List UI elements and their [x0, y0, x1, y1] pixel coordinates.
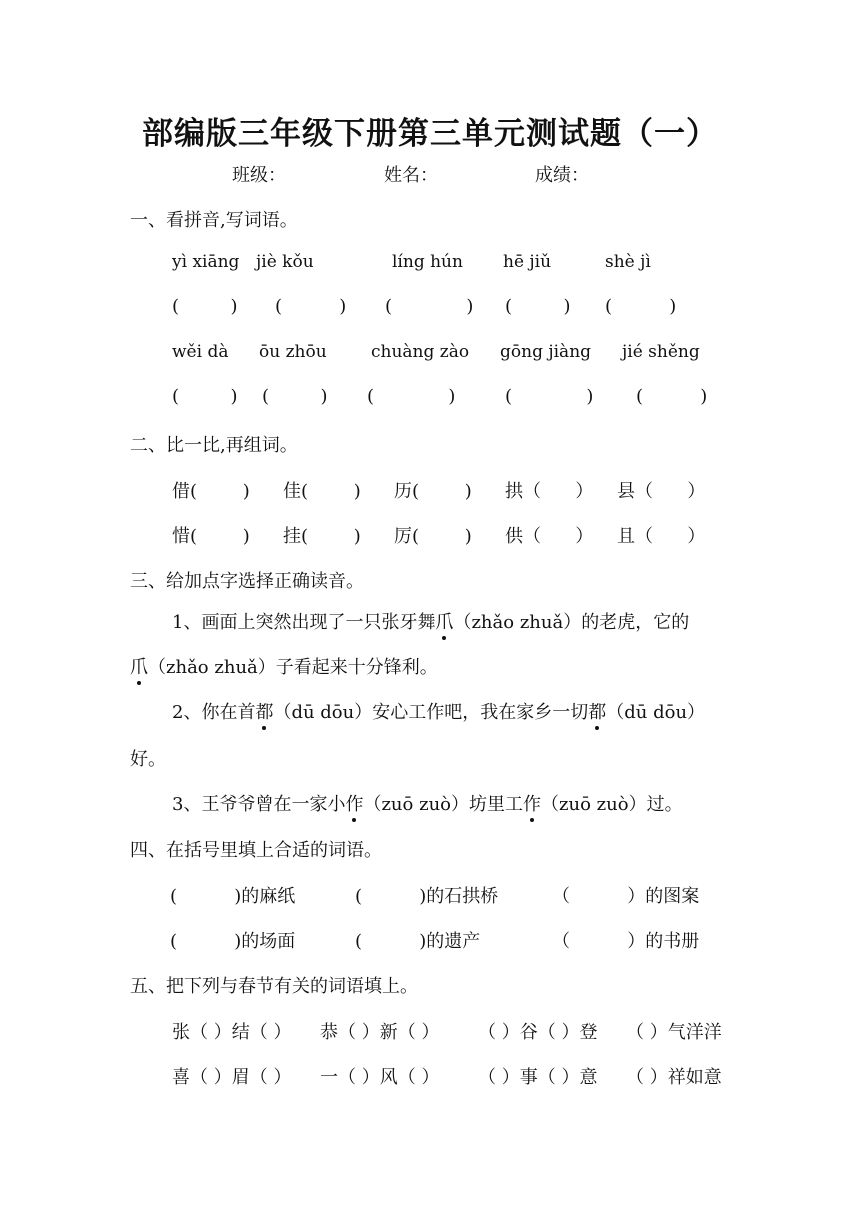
pinyin-item: chuàng zào [371, 342, 470, 362]
fill-item[interactable]: ( )的麻纸 [170, 886, 296, 907]
answer-bracket[interactable]: ( ) [505, 296, 571, 317]
question-text: 1、画面上突然出现了一只张牙舞 [172, 612, 436, 633]
section-4-heading: 四、在括号里填上合适的词语。 [130, 840, 382, 861]
compare-item[interactable]: 佳( ) [283, 481, 361, 502]
answer-bracket[interactable]: ( ) [605, 296, 677, 317]
dotted-char: 爪 [130, 653, 148, 679]
question-1-line-1 [172, 608, 689, 634]
answer-bracket[interactable]: ( ) [505, 386, 594, 407]
question-2-line-1 [172, 698, 705, 724]
answer-bracket[interactable]: ( ) [262, 386, 328, 407]
answer-bracket[interactable]: ( ) [385, 296, 474, 317]
pinyin-item: gōng jiàng [500, 342, 592, 362]
fill-item[interactable]: （ ）的书册 [552, 931, 700, 952]
idiom-item[interactable]: （ ）祥如意 [626, 1067, 722, 1088]
question-text: 3、王爷爷曾在一家小 [172, 794, 346, 815]
idiom-item[interactable]: 张（ ）结（ ） [172, 1022, 292, 1043]
answer-bracket[interactable]: ( ) [275, 296, 347, 317]
idiom-item[interactable]: （ ）事（ ）意 [478, 1067, 598, 1088]
score-label: 成绩： [535, 165, 589, 186]
pinyin-item: shè jì [605, 252, 651, 272]
compare-item[interactable]: 拱（ ） [505, 481, 594, 502]
answer-bracket[interactable]: ( ) [636, 386, 708, 407]
fill-item[interactable]: （ ）的图案 [552, 886, 700, 907]
pinyin-choice[interactable]: （zuō zuò）过。 [541, 794, 683, 815]
class-label: 班级： [232, 165, 286, 186]
compare-item[interactable]: 惜( ) [172, 526, 250, 547]
section-3-heading: 三、给加点字选择正确读音。 [130, 571, 364, 592]
section-5-heading: 五、把下列与春节有关的词语填上。 [130, 976, 418, 997]
idiom-item[interactable]: （ ）谷（ ）登 [478, 1022, 598, 1043]
compare-item[interactable]: 挂( ) [283, 526, 361, 547]
compare-item[interactable]: 供（ ） [505, 526, 594, 547]
name-label: 姓名： [384, 165, 438, 186]
compare-item[interactable]: 厉( ) [394, 526, 472, 547]
answer-bracket[interactable]: ( ) [172, 386, 238, 407]
section-1-heading: 一、看拼音,写词语。 [130, 210, 298, 231]
idiom-item[interactable]: 喜（ ）眉（ ） [172, 1067, 292, 1088]
dotted-char: 作 [523, 790, 541, 816]
fill-item[interactable]: ( )的遗产 [355, 931, 481, 952]
compare-item[interactable]: 历( ) [394, 481, 472, 502]
pinyin-choice[interactable]: （zhǎo zhuǎ）的老虎，它的 [453, 612, 690, 633]
section-2-heading: 二、比一比,再组词。 [130, 435, 298, 456]
compare-item[interactable]: 且（ ） [617, 526, 706, 547]
idiom-item[interactable]: 恭（ ）新（ ） [320, 1022, 440, 1043]
pinyin-item: hē jiǔ [503, 252, 552, 272]
pinyin-item: wěi dà [172, 342, 229, 362]
dotted-char: 都 [588, 698, 606, 724]
pinyin-item: líng hún [392, 252, 463, 272]
question-3-line [172, 790, 683, 816]
question-text: 2、你在首 [172, 702, 256, 723]
compare-item[interactable]: 借( ) [172, 481, 250, 502]
fill-item[interactable]: ( )的场面 [170, 931, 296, 952]
dotted-char: 爪 [435, 608, 453, 634]
question-1-line-2 [130, 653, 438, 679]
pinyin-choice[interactable]: （zhǎo zhuǎ）子看起来十分锋利。 [148, 657, 438, 678]
compare-item[interactable]: 县（ ） [617, 481, 706, 502]
pinyin-item: jié shěng [622, 342, 700, 362]
pinyin-item: jiè kǒu [256, 252, 314, 272]
pinyin-choice[interactable]: （dū dōu）安心工作吧，我在家乡一切 [273, 702, 589, 723]
page-title: 部编版三年级下册第三单元测试题（一） [142, 116, 718, 152]
question-2-line-2: 好。 [130, 749, 166, 770]
answer-bracket[interactable]: ( ) [172, 296, 238, 317]
pinyin-choice[interactable]: （dū dōu） [606, 702, 706, 723]
pinyin-choice[interactable]: （zuō zuò）坊里工 [363, 794, 524, 815]
pinyin-item: yì xiāng [172, 252, 240, 272]
pinyin-item: ōu zhōu [259, 342, 327, 362]
answer-bracket[interactable]: ( ) [367, 386, 456, 407]
idiom-item[interactable]: （ ）气洋洋 [626, 1022, 722, 1043]
fill-item[interactable]: ( )的石拱桥 [355, 886, 499, 907]
idiom-item[interactable]: 一（ ）风（ ） [320, 1067, 440, 1088]
dotted-char: 都 [255, 698, 273, 724]
dotted-char: 作 [345, 790, 363, 816]
